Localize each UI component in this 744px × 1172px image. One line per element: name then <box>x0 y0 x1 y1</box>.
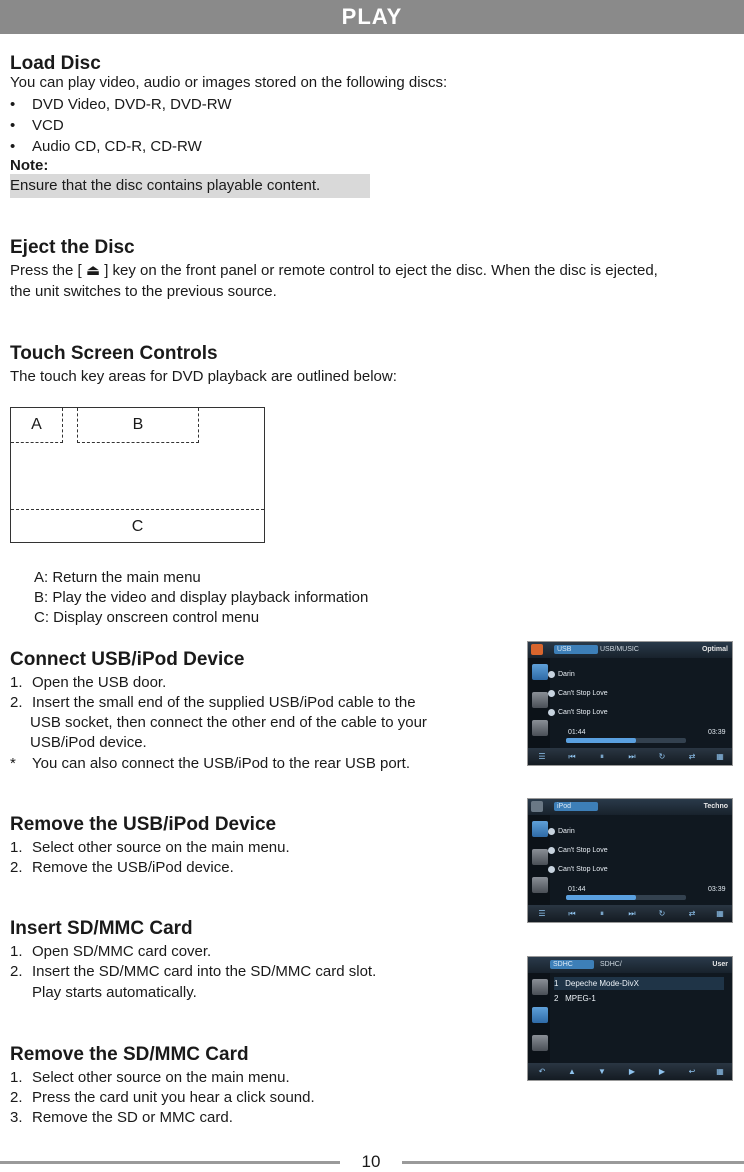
source-sidebar <box>528 973 550 1065</box>
repeat-icon: ↻ <box>658 752 666 761</box>
page-icon: ▶ <box>658 1067 666 1076</box>
source-sidebar <box>528 815 550 907</box>
eq-preset: User <box>712 961 728 968</box>
progress-bar <box>566 895 686 900</box>
menu-icon: ▦ <box>716 1067 724 1076</box>
source-label: SDHC <box>550 960 594 969</box>
album-name: Can't Stop Love <box>558 847 608 854</box>
back-icon: ↶ <box>538 1067 546 1076</box>
next-icon: ⏭ <box>628 909 636 918</box>
page-number: 10 <box>361 1152 381 1171</box>
remove-usb-heading: Remove the USB/iPod Device <box>10 814 277 835</box>
pause-icon: ⏸ <box>600 909 604 918</box>
eq-preset: Optimal <box>701 646 728 653</box>
screen-header <box>528 799 732 815</box>
zone-a: A <box>11 408 63 443</box>
folder-path: USB/MUSIC <box>600 646 639 653</box>
elapsed-time: 01:44 <box>568 729 586 736</box>
source-label: iPod <box>554 802 598 811</box>
control-bar <box>528 748 732 765</box>
home-icon <box>531 644 543 655</box>
eject-text-line1: Press the [ ⏏ ] key on the front panel or remote control to eject the disc. When the disc is ejected, <box>10 262 658 279</box>
page-banner: PLAY <box>0 0 744 34</box>
ipod-player-screenshot <box>527 798 733 923</box>
screen-header <box>528 642 732 658</box>
repeat-icon: ↻ <box>658 909 666 918</box>
eq-preset: Techno <box>703 803 728 810</box>
album-icon <box>548 847 555 854</box>
usb-player-screenshot <box>527 641 733 766</box>
load-disc-intro: You can play video, audio or images stored on the following discs: <box>10 74 448 91</box>
previous-icon: ⏮ <box>568 909 576 918</box>
song-name: Can't Stop Love <box>558 866 608 873</box>
total-time: 03:39 <box>708 886 726 893</box>
control-bar <box>528 905 732 922</box>
return-icon: ↩ <box>688 1067 696 1076</box>
video-source-icon <box>532 1007 548 1023</box>
music-source-icon <box>532 979 548 995</box>
home-icon <box>531 801 543 812</box>
artist-name: Darin <box>558 671 575 678</box>
eject-heading: Eject the Disc <box>10 237 135 258</box>
video-source-icon <box>532 692 548 708</box>
video-source-icon <box>532 849 548 865</box>
menu-icon: ▦ <box>716 752 724 761</box>
zone-b: B <box>77 408 199 443</box>
shuffle-icon: ⇄ <box>688 909 696 918</box>
load-disc-heading: Load Disc <box>10 53 101 74</box>
song-icon <box>548 866 555 873</box>
source-label: USB <box>554 645 598 654</box>
folder-path: SDHC/ <box>600 961 622 968</box>
list-item: 1 Depeche Mode-DivX <box>554 977 724 990</box>
song-icon <box>548 709 555 716</box>
insert-sd-heading: Insert SD/MMC Card <box>10 918 193 939</box>
play-icon: ▶ <box>628 1067 636 1076</box>
source-sidebar <box>528 658 550 750</box>
elapsed-time: 01:44 <box>568 886 586 893</box>
connect-usb-heading: Connect USB/iPod Device <box>10 649 245 670</box>
progress-bar <box>566 738 686 743</box>
note-label: Note: <box>10 157 49 174</box>
footer-rule-left <box>0 1161 340 1164</box>
shuffle-icon: ⇄ <box>688 752 696 761</box>
pause-icon: ⏸ <box>600 752 604 761</box>
note-text: Ensure that the disc contains playable content. <box>10 177 321 194</box>
artist-icon <box>548 828 555 835</box>
album-icon <box>548 690 555 697</box>
sd-browser-screenshot <box>527 956 733 1081</box>
touch-intro: The touch key areas for DVD playback are outlined below: <box>10 368 397 385</box>
legend-c: C: Display onscreen control menu <box>34 609 260 626</box>
menu-icon: ▦ <box>716 909 724 918</box>
legend-b: B: Play the video and display playback information <box>34 589 369 606</box>
music-source-icon <box>532 821 548 837</box>
photo-source-icon <box>532 877 548 893</box>
touch-zone-diagram <box>10 407 265 543</box>
control-bar <box>528 1063 732 1080</box>
list-item: 2 MPEG-1 <box>554 994 596 1003</box>
eject-text-line2: the unit switches to the previous source. <box>10 283 277 300</box>
progress-fill <box>566 895 636 900</box>
next-icon: ⏭ <box>628 752 636 761</box>
photo-source-icon <box>532 720 548 736</box>
previous-icon: ⏮ <box>568 752 576 761</box>
legend-a: A: Return the main menu <box>34 569 201 586</box>
footer-rule-right <box>402 1161 744 1164</box>
down-icon: ▼ <box>598 1067 606 1076</box>
album-name: Can't Stop Love <box>558 690 608 697</box>
remove-sd-heading: Remove the SD/MMC Card <box>10 1044 249 1065</box>
list-icon: ☰ <box>538 752 546 761</box>
zone-c: C <box>11 509 264 542</box>
touch-heading: Touch Screen Controls <box>10 343 218 364</box>
progress-fill <box>566 738 636 743</box>
up-icon: ▲ <box>568 1067 576 1076</box>
total-time: 03:39 <box>708 729 726 736</box>
screen-header <box>528 957 732 973</box>
artist-icon <box>548 671 555 678</box>
music-source-icon <box>532 664 548 680</box>
artist-name: Darin <box>558 828 575 835</box>
song-name: Can't Stop Love <box>558 709 608 716</box>
photo-source-icon <box>532 1035 548 1051</box>
list-icon: ☰ <box>538 909 546 918</box>
